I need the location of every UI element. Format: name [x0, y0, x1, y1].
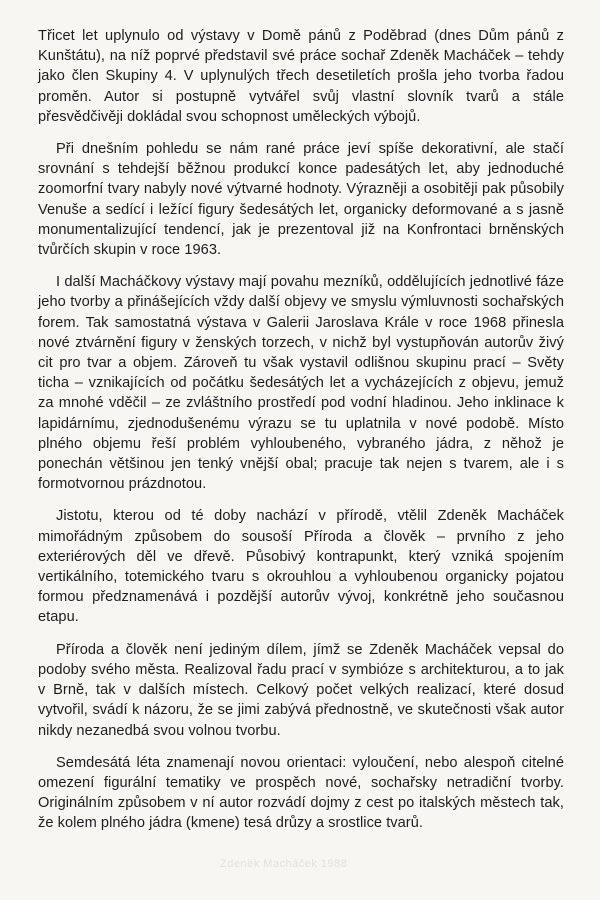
paragraph-5: Příroda a člověk není jediným dílem, jímž se Zdeněk Macháček vepsal do podoby svého města. Realizoval řadu prací v symbióze s architekturou, a to jak v Brně, tak v dalších místech. Celkový počet velkých realizací, které dosud vytvořil, svádí k názoru, že se jimi zabývá přednostně, ve skutečnosti však autor nikdy nezanedbá svou volnou tvorbu. — [38, 641, 564, 739]
paragraph-6: Semdesátá léta znamenají novou orientaci: vyloučení, nebo alespoň citelné omezení figurální tematiky ve prospěch nové, sochařsky netradiční tvorby. Originálním způsobem v ní autor rozvádí dojmy z cest po italských městech tak, že kolem plného jádra (kmene) tesá drůzy a srostlice tvarů. — [38, 754, 564, 832]
paragraph-1: Třicet let uplynulo od výstavy v Domě pánů z Poděbrad (dnes Dům pánů z Kunštátu), na níž poprvé představil své práce sochař Zdeněk Macháček – tehdy jako člen Skupiny 4. V uplynulých třech desetiletích prošla jeho tvorba řadou proměn. Autor si postupně vytvářel svůj vlastní slovník tvarů a stále přesvědčivěji dokládal svou schopnost uměleckých výbojů. — [38, 28, 564, 125]
text-column — [38, 26, 564, 846]
paragraph-4: Jistotu, kterou od té doby nachází v přírodě, vtělil Zdeněk Macháček mimořádným způsobem do sousoší Příroda a člověk – prvního z jeho exteriérových děl ve dřevě. Působivý kontrapunkt, který vzniká spojením vertikálního, totemického tvaru s okrouhlou a vyhloubenou organicky pojatou formou předznamenává i pozdější autorův vývoj, konkrétně jeho současnou etapu. — [38, 508, 564, 626]
paragraph-3: I další Macháčkovy výstavy mají povahu mezníků, oddělujících jednotlivé fáze jeho tvorby a přinášejících vždy další objevy ve smyslu výmluvnosti sochařských forem. Tak samostatná výstava v Galerii Jaroslava Krále v roce 1968 přinesla nové ztvárnění figury v ženských torzech, v nichž byl vystupňován autorův živý cit pro tvar a objem. Zároveň tu však vystavil odlišnou skupinu prací – Světy ticha – vznikajících od počátku šedesátých let a vycházejících z objevu, jemuž za mnohé vděčil – ze zvláštního prostředí pod vodní hladinou. Jeho inklinace k lapidárnímu, zjednodušenému výrazu se tu uplatnila v nové podobě. Místo plného objemu řeší problém vyhloubeného, vybraného jádra, z něhož je ponechán většinou jen tenký vnější obal; pracuje tak nejen s tvarem, ale i s formotvornou prázdnotou. — [38, 274, 564, 493]
faint-caption: Zdeněk Macháček 1988 — [220, 858, 348, 870]
paragraph-2: Při dnešním pohledu se nám rané práce jeví spíše dekorativní, ale stačí srovnání s tehdejší běžnou produkcí konce padesátých let, aby jednoduché zoomorfní tvary nabyly nové výtvarné hodnoty. Výrazněji a osobitěji pak působily Venuše a sedící i ležící figury šedesátých let, organicky deformované a s jasně monumentalizující tendencí, jak je prezentoval již na Konfrontaci brněnských tvůrčích skupin v roce 1963. — [38, 141, 564, 259]
